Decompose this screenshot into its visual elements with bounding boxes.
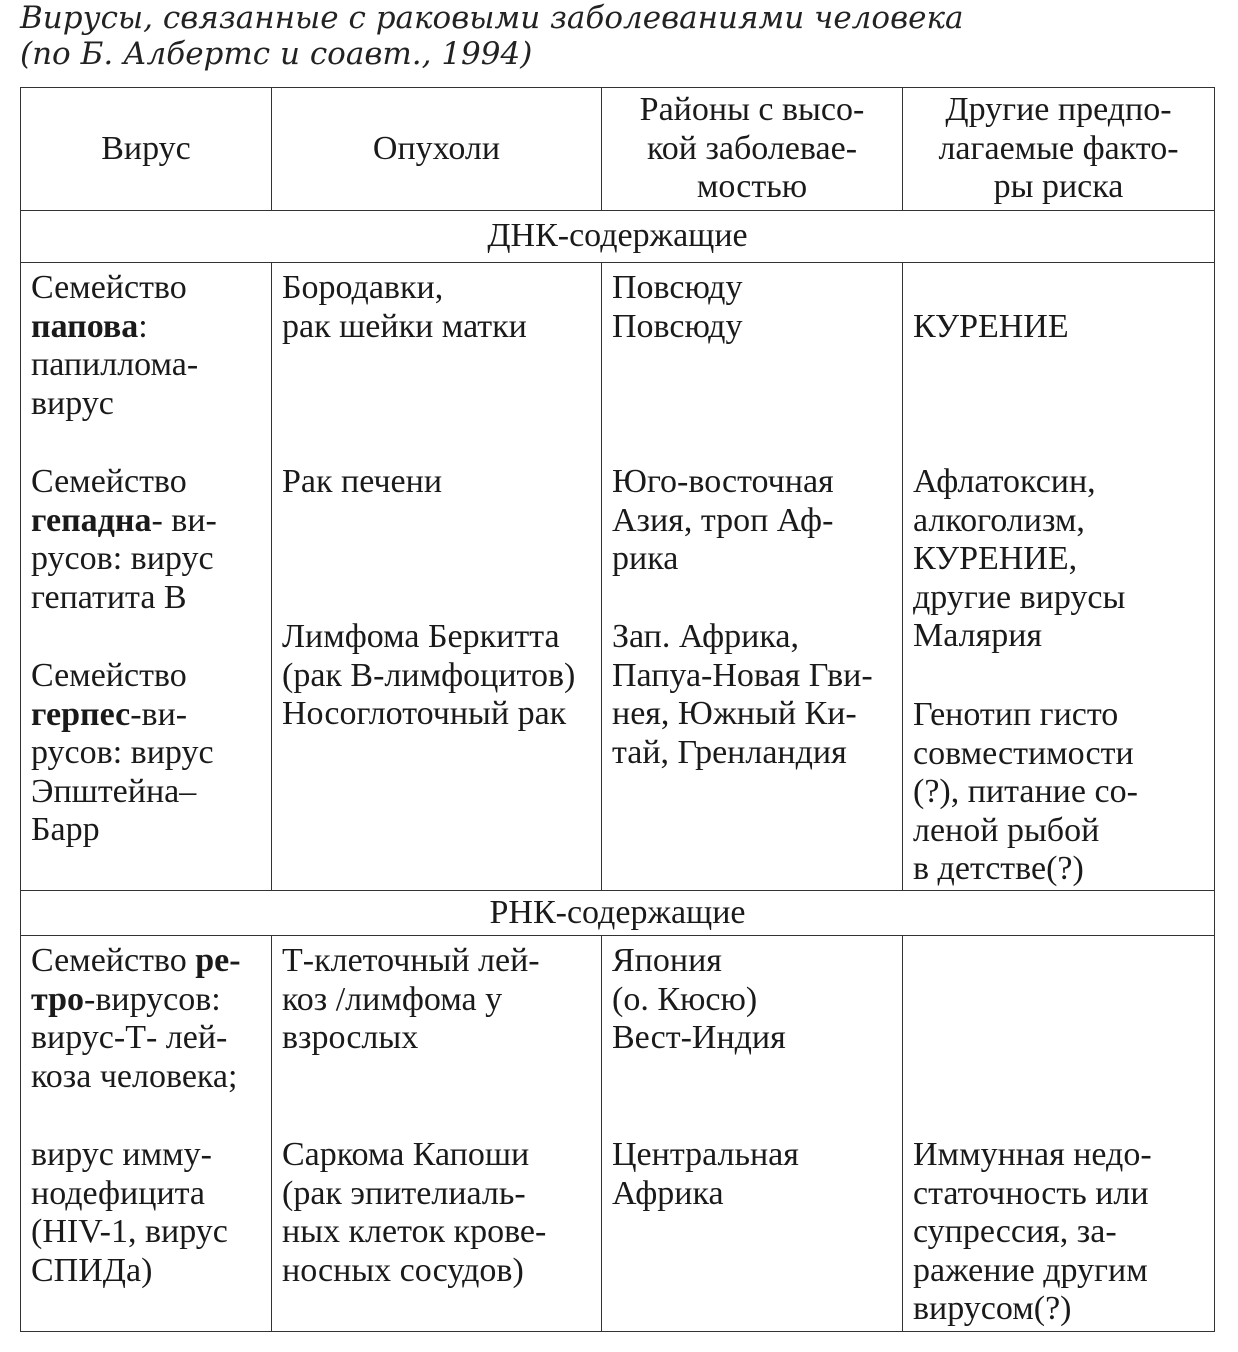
virus-line: нодефицита [31, 1174, 206, 1212]
section-row-dna [21, 211, 1215, 263]
header-factors-line: ры риска [993, 168, 1124, 206]
region-line: Япония [612, 942, 722, 979]
tumor-line: Саркома Капоши [282, 1136, 530, 1173]
tumor-line: Рак печени [282, 463, 443, 500]
virus-family-name: тро [31, 980, 85, 1018]
virus-line [31, 308, 198, 347]
factor-line: Малярия [913, 617, 1043, 654]
tumors-retro [282, 942, 540, 1058]
virus-papova [31, 269, 198, 423]
header-tumors-label: Опухоли [372, 129, 501, 167]
header-regions-line: мостью [696, 168, 808, 206]
factor-line: Генотип гисто [913, 696, 1119, 733]
virus-line [31, 981, 241, 1020]
virus-line: Эпштейна– [31, 772, 197, 810]
rna-regions-cell [602, 936, 903, 1332]
virus-line: Барр [31, 811, 100, 848]
dna-regions-cell [602, 263, 903, 891]
region-line: Папуа-Новая Гви- [612, 656, 873, 694]
virus-line-tail: - ви- [151, 501, 217, 539]
virus-line [31, 696, 214, 735]
tumor-line: рак шейки матки [282, 307, 527, 345]
virus-line: вирус [31, 384, 114, 422]
virus-hepadna [31, 463, 217, 617]
header-regions-line: кой заболевае- [646, 129, 858, 167]
region-line: Повсюду [612, 269, 743, 306]
virus-cancer-table [20, 87, 1215, 1332]
header-virus-label: Вирус [101, 129, 191, 167]
tumor-line: (рак эпителиаль- [282, 1174, 526, 1212]
header-factors-line: лагаемые факто- [938, 129, 1179, 167]
tumors-hepadna [282, 463, 442, 502]
tumor-line: (рак В-лимфоцитов) [282, 656, 576, 694]
regions-papova [612, 269, 742, 346]
virus-line-tail: -ви- [130, 695, 188, 733]
rna-tumors-cell [272, 936, 602, 1332]
tumor-line: взрослых [282, 1019, 419, 1056]
caption-line-2: (по Б. Албертс и соавт., 1994) [20, 36, 533, 72]
virus-line [31, 942, 241, 981]
virus-herpes [31, 657, 214, 850]
rna-factors-cell [903, 936, 1215, 1332]
tumor-line: Лимфома Беркитта [282, 618, 560, 655]
region-line: Повсюду [612, 307, 743, 345]
region-line: Центральная [612, 1136, 799, 1173]
factor-line: ражение другим [913, 1251, 1148, 1289]
virus-retro [31, 942, 241, 1096]
tumor-line: ных клеток крове- [282, 1213, 547, 1250]
dna-data-row [21, 263, 1215, 891]
tumors-herpes [282, 618, 575, 734]
regions-herpes [612, 618, 873, 772]
factor-line: алкоголизм, [913, 501, 1085, 539]
virus-line-head: Семейство [31, 942, 196, 979]
virus-line: вирус-Т- лей- [31, 1019, 228, 1056]
tumor-line: носных сосудов) [282, 1251, 524, 1289]
factor-line: КУРЕНИЕ [913, 308, 1069, 345]
virus-family-name: гепадна [31, 501, 152, 539]
header-regions-line: Районы с высо- [639, 91, 865, 129]
virus-line: Семейство [31, 657, 187, 694]
virus-line-tail: : [138, 307, 148, 345]
caption-line-1: Вирусы, связанные с раковыми заболеваниями человека [20, 0, 964, 36]
factors-hiv [913, 1136, 1152, 1329]
region-line: тай, Гренландия [612, 733, 847, 771]
virus-line: Семейство [31, 269, 187, 306]
regions-hiv [612, 1136, 799, 1213]
factor-line: Иммунная недо- [913, 1136, 1152, 1173]
header-virus [21, 88, 272, 211]
region-line: рика [612, 540, 679, 577]
dna-virus-cell [21, 263, 272, 891]
factor-line: леной рыбой [913, 811, 1100, 849]
dna-tumors-cell [272, 263, 602, 891]
tumor-line: коз /лимфома у [282, 980, 503, 1018]
virus-line: вирус имму- [31, 1136, 212, 1173]
factor-line: супрессия, за- [913, 1213, 1117, 1250]
factor-line: (?), питание со- [913, 773, 1138, 810]
tumor-line: Т-клеточный лей- [282, 942, 540, 979]
header-factors-line: Другие предпо- [945, 91, 1172, 129]
factor-line: КУРЕНИЕ, [913, 540, 1078, 577]
factor-line: вирусом(?) [913, 1290, 1072, 1327]
factor-line: статочность или [913, 1174, 1149, 1212]
virus-line: Семейство [31, 463, 187, 500]
section-row-rna [21, 891, 1215, 936]
factor-line: другие вирусы [913, 578, 1126, 616]
region-line: Африка [612, 1174, 724, 1212]
factor-line: Афлатоксин, [913, 463, 1096, 500]
virus-line: папиллома- [31, 346, 199, 383]
section-dna: ДНК-содержащие [21, 211, 1215, 263]
header-factors [903, 88, 1215, 211]
factors-papova [913, 308, 1069, 347]
header-regions [602, 88, 903, 211]
rna-data-row [21, 936, 1215, 1332]
virus-line: (HIV-1, вирус [31, 1213, 228, 1250]
table-caption [20, 0, 1220, 72]
header-row [21, 88, 1215, 211]
region-line: Юго-восточная [612, 463, 834, 500]
region-line: Зап. Африка, [612, 618, 799, 655]
virus-hiv [31, 1136, 228, 1290]
factor-line: в детстве(?) [913, 850, 1084, 887]
virus-line: русов: вирус [31, 734, 214, 771]
factor-line: совместимости [913, 734, 1134, 772]
virus-line: русов: вирус [31, 540, 214, 577]
dna-factors-cell [903, 263, 1215, 891]
tumors-papova [282, 269, 527, 346]
virus-line: гепатита В [31, 578, 187, 616]
rna-virus-cell [21, 936, 272, 1332]
region-line: Азия, троп Аф- [612, 501, 834, 539]
virus-family-name: герпес [31, 695, 131, 733]
virus-line: коза человека; [31, 1057, 238, 1095]
virus-line: СПИДа) [31, 1251, 153, 1289]
virus-line-tail: -вирусов: [84, 980, 221, 1018]
tumors-hiv [282, 1136, 546, 1290]
factors-hepadna [913, 463, 1125, 656]
virus-family-name: ре- [195, 942, 241, 979]
tumor-line: Бородавки, [282, 269, 444, 306]
section-rna: РНК-содержащие [21, 891, 1215, 936]
region-line: нея, Южный Ки- [612, 695, 857, 732]
region-line: Вест-Индия [612, 1019, 786, 1056]
tumor-line: Носоглоточный рак [282, 695, 567, 732]
virus-line [31, 502, 217, 541]
factors-herpes [913, 696, 1138, 889]
region-line: (о. Кюсю) [612, 980, 758, 1018]
regions-hepadna [612, 463, 834, 579]
regions-retro [612, 942, 786, 1058]
header-tumors [272, 88, 602, 211]
virus-family-name: папова [31, 307, 139, 345]
